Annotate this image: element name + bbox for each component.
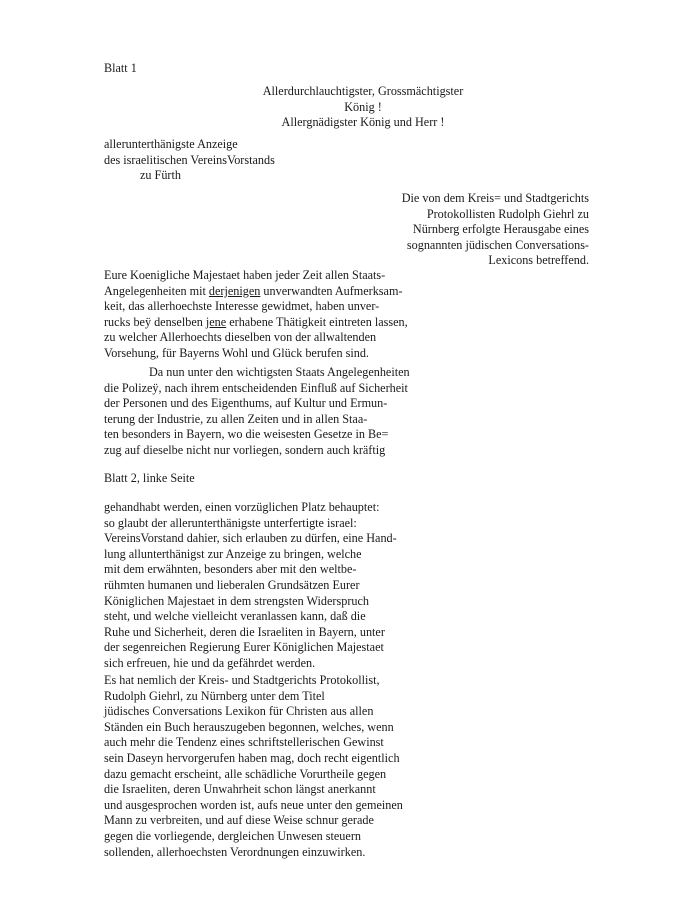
subject-line: sognannten jüdischen Conversations- [406,237,589,252]
paragraph-line: sollenden, allerhoechsten Verordnungen einzuwirken. [104,844,366,859]
paragraph-line: dazu gemacht erscheint, alle schädliche Vorurtheile gegen [104,766,387,781]
paragraph-line: gehandhabt werden, einen vorzüglichen Platz behauptet: [104,500,380,514]
text-segment: erhabene Thätigkeit eintreten lassen, [226,314,408,329]
sender-line: allerunterthänigste Anzeige [104,137,238,151]
blatt1-label-text: Blatt 1 [104,61,137,75]
paragraph-line: die Polizeÿ, nach ihrem entscheidenden Einfluß auf Sicherheit [104,380,408,395]
subject-block [360,191,589,269]
paragraph-line: gegen die vorliegende, dergleichen Unwesen steuern [104,828,361,843]
paragraph-line: rühmten humanen und lieberalen Grundsätzen Eurer [104,577,360,592]
paragraph-line: der segenreichen Regierung Eurer Königlichen Majestaet [104,640,384,655]
paragraph-line: lung allunterthänigst zur Anzeige zu bringen, welche [104,546,362,561]
blatt2-label [104,471,195,487]
paragraph-line: Rudolph Giehrl, zu Nürnberg unter dem Titel [104,688,325,703]
underlined-word: derjenigen [208,283,261,298]
paragraph-line: sich erfreuen, hie und da gefährdet werden. [104,655,316,670]
salutation-line: König ! [344,99,382,114]
blatt1-label [104,61,137,77]
sender-line: zu Fürth [140,168,181,183]
salutation-line: Allerdurchlauchtigster, Grossmächtigster [262,84,464,98]
paragraph-line: Mann zu verbreiten, und auf diese Weise schnur gerade [104,813,374,828]
paragraph-line: auch mehr die Tendenz eines schriftstellerischen Gewinst [104,735,384,750]
paragraph-line: jüdisches Conversations Lexikon für Christen aus allen [104,704,374,719]
paragraph-1 [104,268,408,362]
sender-line: des israelitischen VereinsVorstands [104,152,275,167]
paragraph-line: mit dem erwähnten, besonders aber mit den weltbe- [104,562,357,577]
salutation [228,84,498,131]
paragraph-line: Eure Koenigliche Majestaet haben jeder Zeit allen Staats- [104,268,386,282]
paragraph-line: ten besonders in Bayern, wo die weisesten Gesetze in Be= [104,427,389,442]
sender-block [104,137,275,184]
subject-line: Lexicons betreffend. [488,253,589,268]
paragraph-line: Da nun unter den wichtigsten Staats Angelegenheiten [149,365,410,379]
paragraph-line: Vorsehung, für Bayerns Wohl und Glück berufen sind. [104,345,369,360]
paragraph-line: sein Daseyn hervorgerufen haben mag, doch recht eigentlich [104,750,400,765]
paragraph-line: so glaubt der allerunterthänigste unterfertigte israel: [104,515,357,530]
text-segment: rucks beÿ denselben [104,314,206,329]
subject-line: Protokollisten Rudolph Giehrl zu [426,206,589,221]
paragraph-line: und ausgesprochen worden ist, aufs neue unter den gemeinen [104,797,403,812]
paragraph-line: Ruhe und Sicherheit, deren die Israeliten in Bayern, unter [104,624,385,639]
underlined-word: jene [205,314,227,329]
paragraph-line: der Personen und des Eigenthums, auf Kultur und Ermun- [104,396,388,411]
paragraph-line: keit, das allerhoechste Interesse gewidmet, haben unver- [104,299,380,314]
paragraph-line: Ständen ein Buch herauszugeben begonnen, welches, wenn [104,719,394,734]
paragraph-3 [104,500,397,672]
paragraph-2 [104,365,410,459]
paragraph-line: die Israeliten, deren Unwahrheit schon längst anerkannt [104,782,376,797]
paragraph-line [104,315,408,331]
paragraph-line [104,284,408,300]
paragraph-line: steht, und welche vielleicht veranlassen kann, daß die [104,609,366,624]
paragraph-line: zug auf dieselbe nicht nur vorliegen, sondern auch kräftig [104,442,386,457]
paragraph-line: Es hat nemlich der Kreis- und Stadtgerichts Protokollist, [104,673,380,687]
paragraph-line: terung der Industrie, zu allen Zeiten und in allen Staa- [104,411,368,426]
salutation-line: Allergnädigster König und Herr ! [281,115,445,130]
subject-line: Die von dem Kreis= und Stadtgerichts [401,191,589,205]
paragraph-line: Königlichen Majestaet in dem strengsten Widerspruch [104,593,369,608]
text-segment: Angelegenheiten mit [104,283,209,298]
subject-line: Nürnberg erfolgte Herausgabe eines [412,222,589,237]
paragraph-line: zu welcher Allerhoechts dieselben von der allwaltenden [104,330,377,345]
blatt2-label-text: Blatt 2, linke Seite [104,471,195,485]
text-segment: unverwandten Aufmerksam- [260,283,403,298]
paragraph-line: VereinsVorstand dahier, sich erlauben zu dürfen, eine Hand- [104,531,397,546]
paragraph-4 [104,673,403,860]
